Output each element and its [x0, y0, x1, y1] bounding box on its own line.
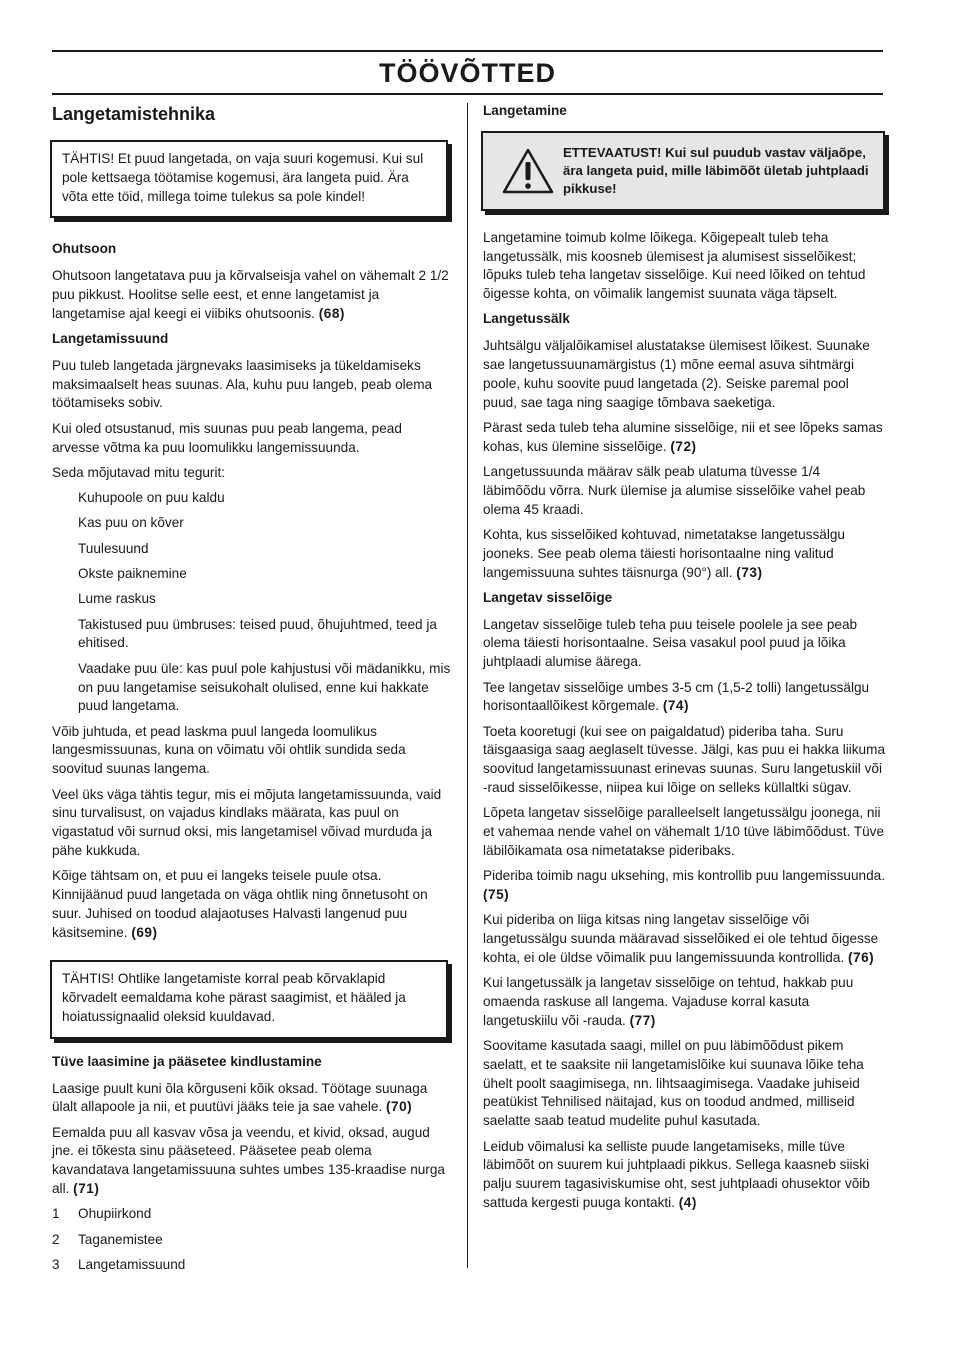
subheading-langetamine: Langetamine: [483, 103, 567, 118]
list-item: Kas puu on kõver: [78, 515, 184, 531]
paragraph: Veel üks väga tähtis tegur, mis ei mõjuta langetamissuunda, vaid sinu turvalisust, on vajadus kindlaks määrata, kas puul on vigastatud või surnud oksi, mis langetamisel võivad murduda ja pähe kukkuda.: [52, 786, 442, 858]
paragraph: Kui langetussälk ja langetav sisselõige on tehtud, hakkab puu omaenda raskuse all langema. Vajaduse korral kasuta langetuskiilu või -rauda. (77): [483, 975, 854, 1028]
paragraph: Soovitame kasutada saagi, millel on puu läbimõõdust pikem saelatt, et te saaksite nii langetamislõike kui suunava lõike teha ühelt poolt saagimisega, nn. lihtsaagimisega. Vaadake juhiseid peatükist Tehnilised näitajad, kus on toodud andmed, milliseid saelatte saab teatud mudelite puhul kasutada.: [483, 1038, 864, 1129]
figure-ref: (76): [848, 949, 875, 965]
figure-ref: (69): [131, 924, 158, 940]
figure-ref: (75): [483, 887, 510, 902]
column-divider: [467, 103, 468, 1268]
paragraph: Langetamine toimub kolme lõikega. Kõigepealt tuleb teha langetussälk, mis koosneb ülemisest ja alumisest sisselõikest; lõpuks tuleb teha langetav sisselõige. Kui need lõiked on tehtud õigesse kohta, on võimalik langemist suunata väga täpselt.: [483, 229, 866, 302]
paragraph: Pärast seda tuleb teha alumine sisselõige, nii et see lõpeks samas kohas, kus ülemine sisselõige. (72): [483, 419, 883, 454]
notice-box-experience: [50, 140, 448, 218]
subheading-laasimine: Tüve laasimine ja pääsetee kindlustamine: [52, 1053, 322, 1069]
paragraph: Lõpeta langetav sisselõige paralleelselt langetussälgu joonega, nii et vahemaa nende vahel on vähemalt 1/10 tüve läbimõõdust. Tüve läbilõikamata osa nimetatakse pideribaks.: [483, 805, 885, 858]
paragraph: Kohta, kus sisselõiked kohtuvad, nimetatakse langetussälgu jooneks. See peab olema täiesti horisontaalne ning valitud langemissuuna suhtes täisnurga (90°) all. (73): [483, 526, 845, 580]
figure-ref: (4): [678, 1194, 697, 1210]
list-item: Vaadake puu üle: kas puul pole kahjustusi või mädanikku, mis on puu langetamise seisukohalt olulised, enne kui hakkate puud langetama.: [78, 660, 451, 714]
subheading-langetussalk: Langetussälk: [483, 311, 570, 327]
header-rule-top: [52, 50, 883, 52]
figure-ref: (68): [318, 305, 345, 321]
figure-ref: (70): [386, 1099, 413, 1115]
subheading-langetav-sisseloige: Langetav sisselõige: [483, 589, 613, 605]
paragraph: Laasige puult kuni õla kõrguseni kõik oksad. Töötage suunaga ülalt allapoole ja nii, et puutüvi jääks teie ja sae vahele. (70): [52, 1080, 428, 1115]
warning-box: [481, 131, 885, 211]
notice-box-ear-protection: [50, 960, 448, 1038]
paragraph: Kõige tähtsam on, et puu ei langeks teisele puule otsa. Kinnijäänud puud langetada on väga ohtlik ning õnnetusoht on suur. Juhised on toodud alajaotuses Halvasti langenud puu käsitsemine. (69): [52, 868, 428, 940]
paragraph: Kui oled otsustanud, mis suunas puu peab langema, pead arvesse võtma ka puu loomulikku langemissuunda.: [52, 420, 402, 455]
paragraph: Juhtsälgu väljalõikamisel alustatakse ülemisest lõikest. Suunake sae langetussuunamärgistus (1) mõne eemal asuva sihtmärgi poole, kuhu soovite puud langetada (2). Seiske paremal pool puud, sae taga ning saagige tõmbava saeketiga.: [483, 338, 870, 410]
paragraph: Kui pideriba on liiga kitsas ning langetav sisselõige või langetussälgu suunda määravad sisselõiked ei ole tehtud õigesse kohta, ei ole üldse võimalik puu langemissuunda kontrollida. (76): [483, 912, 879, 965]
warning-triangle-icon: [493, 147, 563, 195]
paragraph: Langetussuunda määrav sälk peab ulatuma tüvesse 1/4 läbimõõdu võrra. Nurk ülemise ja alumise sisselõike vahel peab olema 45 kraadi.: [483, 464, 866, 517]
numbered-item: 3 Langetamissuund: [52, 1256, 186, 1272]
warning-text: ETTEVAATUST! Kui sul puudub vastav väljaõpe, ära langeta puid, mille läbimõõt ületab juhtplaadi pikkuse!: [563, 144, 869, 196]
subheading-ohutsoon: Ohutsoon: [52, 241, 117, 257]
paragraph: Leidub võimalusi ka selliste puude langetamiseks, mille tüve läbimõõt on suurem kui juhtplaadi pikkus. Sellega kaasneb siiski palju suurem tagasiviskumise oht, sest juhtplaadi ohusektor võib sattuda kergesti puuga kontakti. (4): [483, 1138, 870, 1210]
paragraph: Puu tuleb langetada järgnevaks laasimiseks ja tükeldamiseks maksimaalselt heas suunas. Ala, kuhu puu langeb, peab olema töötamiseks sobiv.: [52, 357, 433, 411]
numbered-item: 1 Ohupiirkond: [52, 1206, 152, 1222]
figure-ref: (72): [670, 438, 697, 454]
paragraph: Ohutsoon langetatava puu ja kõrvalseisja vahel on vähemalt 2 1/2 puu pikkust. Hoolitse selle eest, et enne langetamist ja langetamise ajal keegi ei viibiks ohutsoonis. (68): [52, 268, 449, 321]
list-item: Kuhupoole on puu kaldu: [78, 490, 225, 506]
list-item: Tuulesuund: [78, 540, 149, 556]
header-rule-bottom: [52, 93, 883, 95]
list-item: Okste paiknemine: [78, 566, 187, 582]
notice-text: TÄHTIS! Et puud langetada, on vaja suuri kogemusi. Kui sul pole kettsaega töötamise kogemusi, ära langeta puid. Ära võta ette töid, millega toime tulekus sa pole kindel!: [62, 151, 424, 204]
paragraph: Seda mõjutavad mitu tegurit:: [52, 464, 226, 480]
paragraph: Pideriba toimib nagu uksehing, mis kontrollib puu langemissuunda. (75): [483, 868, 886, 902]
paragraph: Võib juhtuda, et pead laskma puul langeda loomulikus langesmissuunas, kuna on võimatu või ohtlik sundida seda soovitud suunas langema.: [52, 723, 406, 777]
figure-ref: (77): [629, 1012, 656, 1028]
paragraph: Eemalda puu all kasvav võsa ja veendu, et kivid, oksad, augud jne. ei tõkesta sinu pääseteed. Pääsetee peab olema kavandatava langetamissuuna suhtes umbes 135-kraadise nurga all. (71): [52, 1124, 445, 1197]
factor-list: [52, 489, 452, 716]
list-item: Takistused puu ümbruses: teised puud, õhujuhtmed, teed ja ehitised.: [78, 616, 437, 651]
paragraph: Langetav sisselõige tuleb teha puu teisele poolele ja see peab olema täiesti horisontaalne. Seisa vasakul pool puud ja lõika juhtplaadi alumise äärega.: [483, 616, 858, 670]
page-title: TÖÖVÕTTED: [379, 58, 556, 88]
paragraph: Tee langetav sisselõige umbes 3-5 cm (1,5-2 tolli) langetussälgu horisontaallõikest kõrgemale. (74): [483, 679, 870, 714]
right-column: [483, 102, 885, 1219]
paragraph: Toeta kooretugi (kui see on paigaldatud) pideriba taha. Suru täisgaasiga saag aeglaselt tüvesse. Jälgi, kas puu ei hakka liikuma soovitud langetamissuunast erinevas suunas. Suru langetuskiil või -raud sisselõikesse, niipea kui lõige on selleks küllaltki sügav.: [483, 723, 886, 796]
numbered-item: 2 Taganemistee: [52, 1231, 163, 1247]
section-heading: Langetamistehnika: [52, 104, 216, 124]
subheading-langetamissuund: Langetamissuund: [52, 331, 169, 347]
figure-ref: (71): [73, 1181, 100, 1197]
left-column: [52, 102, 452, 1281]
figure-ref: (73): [736, 564, 763, 580]
notice-text: TÄHTIS! Ohtlike langetamiste korral peab kõrvaklapid kõrvadelt eemaldama kohe pärast saagimist, et hääled ja hoiatussignaalid oleksid kuuldavad.: [62, 971, 406, 1024]
figure-ref: (74): [662, 698, 690, 714]
list-item: Lume raskus: [78, 591, 156, 607]
